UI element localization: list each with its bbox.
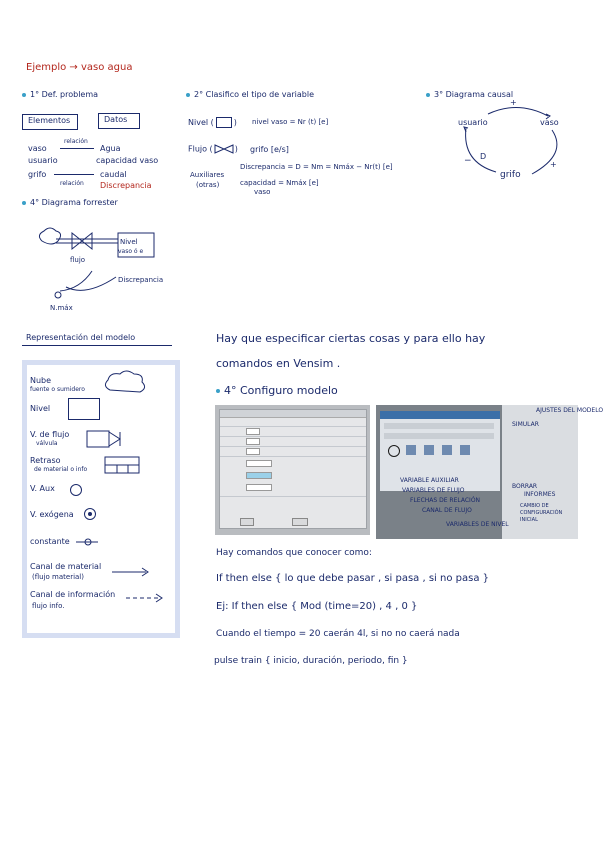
causal-minus: −: [464, 156, 472, 166]
capacidad-formula: capacidad = Nmáx [e]: [240, 179, 319, 187]
nivel-label: [188, 117, 237, 128]
rep-canal-info: Canal de información: [30, 590, 116, 599]
datos-label: Datos: [104, 115, 128, 124]
bullet-icon: [22, 201, 26, 205]
title-underline: [22, 345, 172, 346]
aux-label: Auxiliares: [190, 171, 225, 179]
bullet-icon: [186, 93, 190, 97]
label-ajustes: AJUSTES DEL MODELO: [536, 407, 603, 414]
row-usuario-left: usuario: [28, 156, 58, 165]
aux-circle-icon: [70, 484, 82, 496]
cuando-line: Cuando el tiempo = 20 caerán 4l, si no no caerá nada: [216, 629, 460, 639]
discrepancia-label: Discrepancia: [118, 276, 164, 284]
label-var-flujo: VARIABLES DE FLUJO: [402, 487, 465, 494]
step4-title: [22, 198, 118, 207]
nivel-box-sub: vaso ó e: [118, 248, 144, 255]
rep-retraso: Retraso: [30, 456, 61, 465]
rep-exogena: V. exógena: [30, 510, 74, 519]
ej-line: Ej: If then else { Mod (time=20) , 4 , 0 }: [216, 601, 418, 612]
vensim-dialog-photo: [215, 405, 370, 535]
causal-usuario: usuario: [458, 118, 488, 127]
step2-title: [186, 90, 314, 99]
relation-arrow: [60, 148, 94, 149]
row-grifo-left: grifo: [28, 170, 47, 179]
causal-grifo: grifo: [500, 170, 521, 180]
label-borrar: BORRAR: [512, 483, 538, 490]
flujo-label-text: Flujo (: [188, 144, 213, 154]
rep-nivel: Nivel: [30, 404, 51, 413]
delay-icon: [104, 456, 142, 476]
row-relacion-label: relación: [64, 138, 88, 145]
intro-line-1: Hay que especificar ciertas cosas y para ello hay: [216, 332, 486, 345]
rep-canal-material: Canal de material: [30, 562, 102, 571]
constant-icon: [76, 536, 100, 548]
flujo-label: flujo: [70, 256, 86, 264]
label-informes: INFORMES: [524, 491, 556, 498]
flujo-text: grifo [e/s]: [250, 145, 289, 154]
rep-aux: V. Aux: [30, 484, 55, 493]
nivel-square-icon: [216, 117, 232, 128]
ifthen-line: If then else { lo que debe pasar , si pasa , si no pasa }: [216, 573, 489, 584]
nmax-circle: [55, 292, 61, 298]
causal-d: D: [480, 152, 487, 161]
row-caudal-right: caudal: [100, 170, 127, 179]
rep-flujo: V. de flujo: [30, 430, 70, 439]
cloud-icon: [102, 370, 146, 396]
step1-title-text: 1° Def. problema: [30, 90, 99, 99]
configuro-title: [216, 384, 338, 397]
step1-title: [22, 90, 98, 99]
representacion-title: Representación del modelo: [26, 333, 136, 342]
rep-constante: constante: [30, 537, 70, 546]
aux-sub: (otras): [196, 181, 220, 189]
rep-flujo-sub: válvula: [36, 440, 58, 447]
vensim-toolbar-photo: [376, 405, 603, 539]
elementos-label: Elementos: [28, 116, 71, 125]
label-flechas: FLECHAS DE RELACIÓN: [410, 497, 481, 504]
step3-title-text: 3° Diagrama causal: [434, 90, 514, 99]
step4-title-text: 4° Diagrama forrester: [30, 198, 118, 207]
intro-line-2: comandos en Vensim .: [216, 357, 341, 370]
label-simular: SIMULAR: [512, 421, 539, 428]
nivel-close: ): [233, 118, 237, 127]
configuro-text: 4° Configuro modelo: [224, 384, 338, 397]
causal-plus-top: +: [510, 98, 517, 107]
discrepancia-formula: Discrepancia = D = Nm = Nmáx − Nr(t) [e]: [240, 163, 393, 171]
example-title: Ejemplo → vaso agua: [26, 62, 133, 73]
row-agua-right: Agua: [100, 144, 121, 153]
flujo-close: ): [234, 144, 238, 154]
causal-vaso: vaso: [540, 118, 559, 127]
rep-nube: Nube: [30, 376, 52, 385]
cloud-icon: [39, 228, 60, 244]
bullet-icon: [216, 389, 220, 393]
causal-plus-right: +: [550, 160, 557, 169]
nivel-square-icon: [68, 398, 100, 420]
relation-arrow-2: [54, 174, 94, 175]
valve-icon: [72, 233, 92, 249]
exogenous-icon: [84, 508, 96, 520]
material-arrow-icon: [112, 566, 152, 578]
flujo-type-label: [188, 144, 238, 154]
forrester-diagram: [30, 225, 190, 305]
row-relacion-label-2: relación: [60, 180, 84, 187]
valve-small-icon: [213, 144, 235, 154]
nmax-label: N.máx: [50, 304, 73, 312]
rep-nube-sub: fuente o sumidero: [30, 386, 85, 393]
row-capacidad-right: capacidad vaso: [96, 156, 159, 165]
bullet-icon: [426, 93, 430, 97]
bullet-icon: [22, 93, 26, 97]
step2-title-text: 2° Clasifico el tipo de variable: [194, 90, 314, 99]
label-var-nivel: VARIABLES DE NIVEL: [446, 521, 509, 528]
label-var-aux: VARIABLE AUXILIAR: [400, 477, 459, 484]
row-discrepancia-right: Discrepancia: [100, 181, 152, 190]
vaso-sub: vaso: [254, 188, 271, 196]
info-arrow-icon: [126, 592, 166, 604]
nivel-text: nivel vaso = Nr (t) [e]: [252, 118, 329, 126]
rep-retraso-sub: de material o info: [34, 466, 88, 473]
label-cambio-config: CAMBIO DE CONFIGURACIÓN INICIAL: [520, 503, 563, 523]
comandos-title: Hay comandos que conocer como:: [216, 548, 372, 558]
rep-canal-material-sub: (flujo material): [32, 573, 84, 581]
nivel-label-text: Nivel (: [188, 118, 214, 127]
pulse-line: pulse train { inicio, duración, periodo, fin }: [214, 656, 408, 666]
label-canal: CANAL DE FLUJO: [422, 507, 472, 514]
dialog-window: [219, 409, 367, 529]
nivel-box-label: Nivel: [120, 238, 138, 246]
row-vaso-left: vaso: [28, 144, 47, 153]
rep-canal-info-sub: flujo info.: [32, 602, 65, 610]
valve-box-icon: [86, 428, 126, 450]
